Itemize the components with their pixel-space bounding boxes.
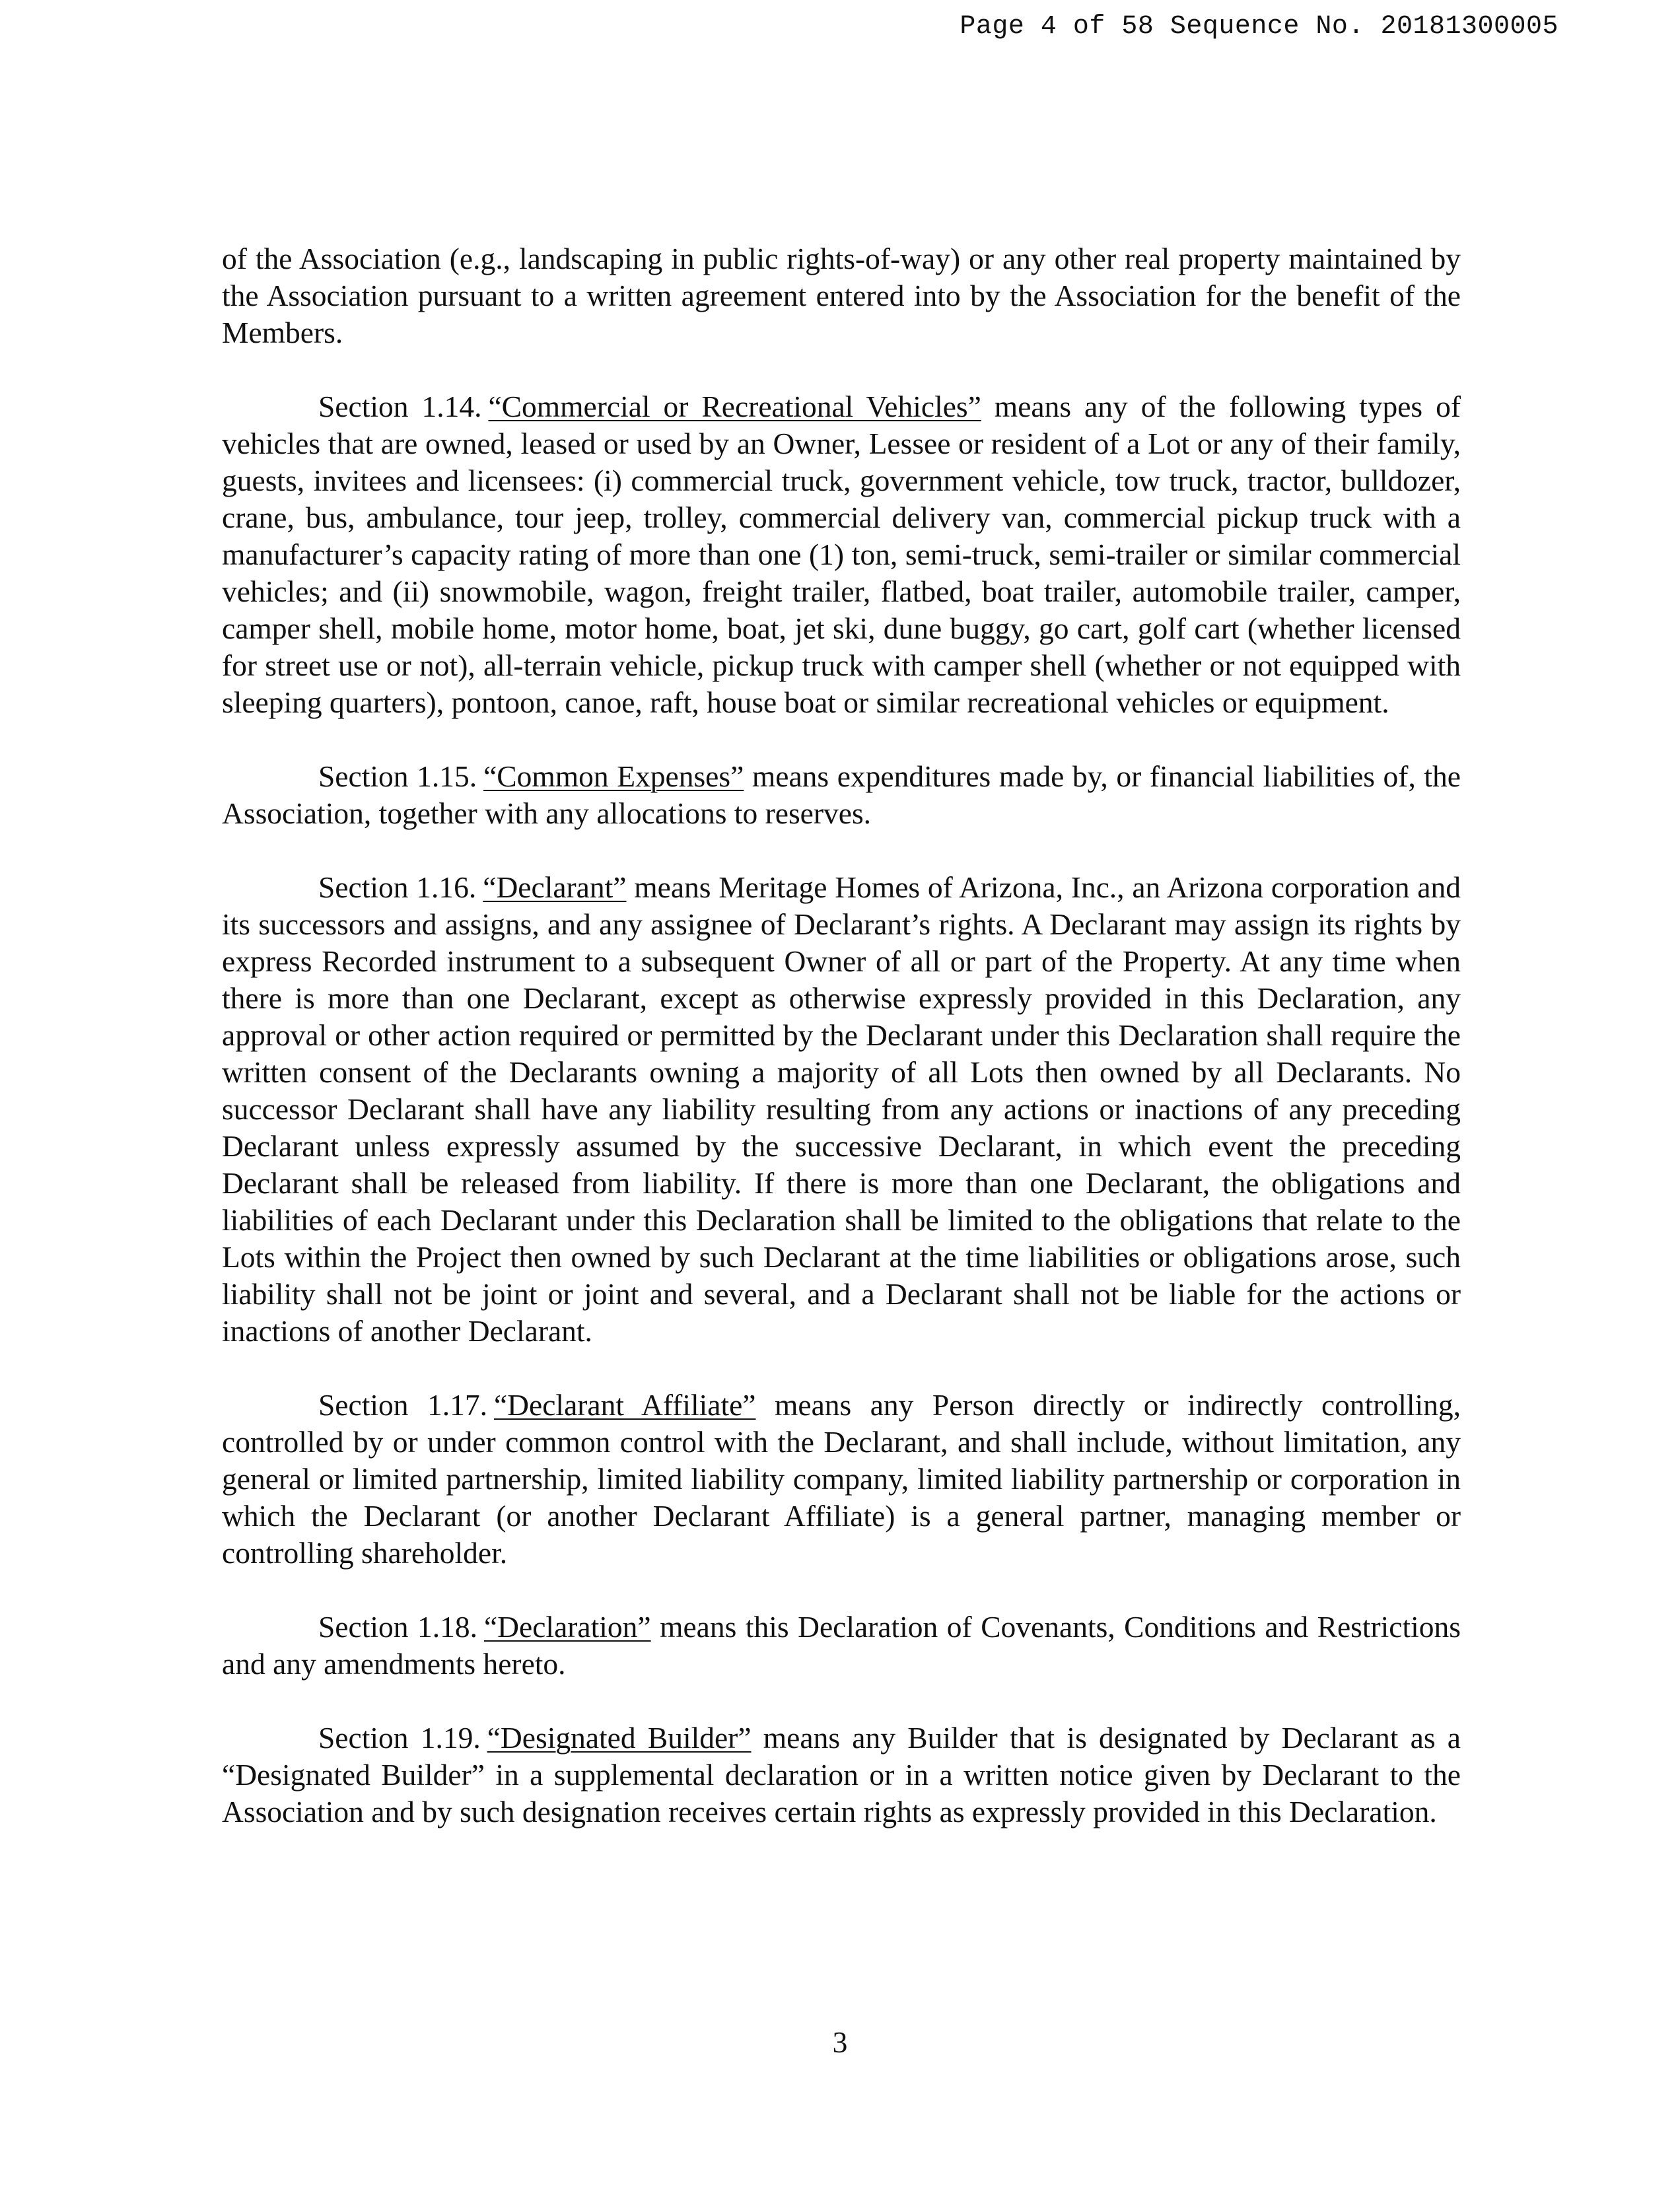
section-1-19 <box>222 1720 1461 1830</box>
section-1-15 <box>222 758 1461 832</box>
section-label: Section 1.14. <box>318 390 482 423</box>
section-label: Section 1.17. <box>318 1388 487 1422</box>
document-body <box>222 240 1461 1867</box>
defined-term: “Commercial or Recreational Vehicles” <box>488 390 981 423</box>
section-1-14 <box>222 388 1461 721</box>
section-text: means expenditures made by, or financial liabilities of, the Association, together with any allocations to reserves. <box>222 759 1461 830</box>
section-1-16 <box>222 869 1461 1350</box>
section-text: means Meritage Homes of Arizona, Inc., an Arizona corporation and its successors and assigns, and any assignee of Declarant’s rights. A Declarant may assign its rights by express Recorded instrument to a subsequent Owner of all or part of the Property. At any time when there is more than one Declarant, except as otherwise expressly provided in this Declaration, any approval or other action required or permitted by the Declarant under this Declaration shall require the written consent of the Declarants owning a majority of all Lots then owned by all Declarants. No successor Declarant shall have any liability resulting from any actions or inactions of any preceding Declarant unless expressly assumed by the successive Declarant, in which event the preceding Declarant shall be released from liability. If there is more than one Declarant, the obligations and liabilities of each Declarant under this Declaration shall be limited to the obligations that relate to the Lots within the Project then owned by such Declarant at the time liabilities or obligations arose, such liability shall not be joint or joint and several, and a Declarant shall not be liable for the actions or inactions of another Declarant. <box>222 870 1461 1348</box>
section-1-18 <box>222 1609 1461 1683</box>
section-text: means any of the following types of vehicles that are owned, leased or used by an Owner, Lessee or resident of a Lot or any of their family, guests, invitees and licensees: (i) commercial truck, government vehicle, tow truck, tractor, bulldozer, crane, bus, ambulance, tour jeep, trolley, commercial delivery van, commercial pickup truck with a manufacturer’s capacity rating of more than one (1) ton, semi-truck, semi-trailer or similar commercial vehicles; and (ii) snowmobile, wagon, freight trailer, flatbed, boat trailer, automobile trailer, camper, camper shell, mobile home, motor home, boat, jet ski, dune buggy, go cart, golf cart (whether licensed for street use or not), all-terrain vehicle, pickup truck with camper shell (whether or not equipped with sleeping quarters), pontoon, canoe, raft, house boat or similar recreational vehicles or equipment. <box>222 390 1461 719</box>
section-text: means any Builder that is designated by Declarant as a “Designated Builder” in a supplemental declaration or in a written notice given by Declarant to the Association and by such designation receives certain rights as expressly provided in this Declaration. <box>222 1721 1461 1829</box>
section-label: Section 1.19. <box>318 1721 481 1755</box>
defined-term: “Designated Builder” <box>487 1721 752 1755</box>
defined-term: “Declarant” <box>483 870 627 904</box>
section-label: Section 1.16. <box>318 870 477 904</box>
section-label: Section 1.15. <box>318 759 477 793</box>
defined-term: “Declaration” <box>483 1610 651 1644</box>
page-number: 3 <box>832 2025 848 2059</box>
section-1-17 <box>222 1387 1461 1572</box>
section-text: means this Declaration of Covenants, Conditions and Restrictions and any amendments hereto. <box>222 1610 1461 1681</box>
page-header: Page 4 of 58 Sequence No. 20181300005 <box>960 12 1558 42</box>
defined-term: “Declarant Affiliate” <box>493 1388 756 1422</box>
section-label: Section 1.18. <box>318 1610 477 1644</box>
section-text: means any Person directly or indirectly controlling, controlled by or under common control with the Declarant, and shall include, without limitation, any general or limited partnership, limited liability company, limited liability partnership or corporation in which the Declarant (or another Declarant Affiliate) is a general partner, managing member or controlling shareholder. <box>222 1388 1461 1570</box>
intro-paragraph: of the Association (e.g., landscaping in public rights-of-way) or any other real property maintained by the Association pursuant to a written agreement entered into by the Association for the benefit of the Members. <box>222 242 1461 349</box>
defined-term: “Common Expenses” <box>483 759 744 793</box>
